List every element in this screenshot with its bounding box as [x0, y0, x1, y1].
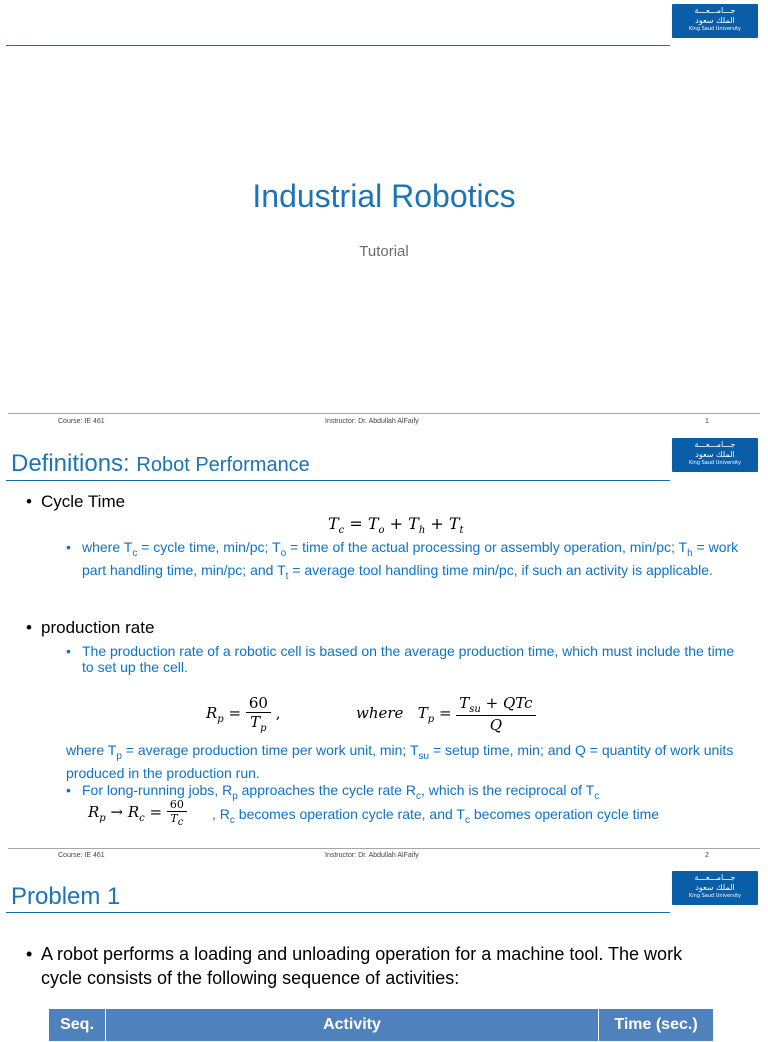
university-logo [672, 871, 758, 905]
logo-arabic-top: جـــامـــعـــة [694, 873, 736, 882]
header-seq: Seq. [49, 1009, 106, 1042]
sub-bullet-dot: • [66, 539, 71, 555]
text-part: , R [212, 806, 230, 822]
header-time: Time (sec.) [599, 1009, 714, 1042]
title-sub: Robot Performance [136, 454, 310, 476]
header-rule [6, 480, 670, 481]
university-logo [672, 4, 758, 38]
slide-3 [0, 866, 768, 1024]
footer-rule [8, 413, 760, 414]
activity-table [48, 1008, 714, 1042]
long-running-jobs-text: For long-running jobs, $R_p$ approaches the cycle rate $R_c$, which is the reciprocal of $T_c$ [82, 782, 600, 802]
logo-arabic-top: جـــامـــعـــة [694, 440, 736, 449]
cycle-time-definition: where $T_c$ = cycle time, min/pc; $T_o$ = time of the actual processing or assembly operation, min/pc; $T_h$ = work part handling time, min/pc; and $T_t$ = average tool handling time min/pc, if such an activity is applicable. [82, 539, 739, 582]
table-header-row [49, 1009, 714, 1042]
production-time-definition: where $T_p$ = average production time per work unit, min; $T_{su}$ = setup time, min; and Q = quantity of work units produced in the production run. [66, 742, 734, 781]
slide-title: Problem 1 [11, 883, 121, 910]
header-rule [6, 45, 670, 46]
sub-bullet-dot: • [66, 643, 71, 659]
slide-subtitle: Tutorial [359, 243, 409, 260]
text-part: approaches the cycle rate R [237, 782, 416, 798]
where-word: where [356, 704, 404, 722]
text-part: For long-running jobs, R [82, 782, 233, 798]
footer-course: Course: IE 461 [58, 852, 105, 859]
slide-2 [0, 432, 768, 864]
text-part: , which is the reciprocal of T [420, 782, 595, 798]
production-rate-text: The production rate of a robotic cell is based on the average production time, which must include the time to set up the cell. [82, 643, 735, 675]
average-production-time-equation: where $T_p$ = $\frac{T_{su} + QTc}{Q}$ [356, 694, 536, 734]
problem-bullet [26, 942, 726, 990]
bullet-cycle-time [26, 492, 125, 512]
sub-bullet-dot: • [66, 782, 71, 798]
footer-rule [8, 848, 760, 849]
bullet-text: • A robot performs a loading and unloading operation for a machine tool. The work cycle consists of the following sequence of activities: [41, 944, 683, 988]
slide-1 [0, 0, 768, 430]
slide-title [11, 450, 310, 478]
header-rule [6, 912, 670, 913]
bullet-production-rate [26, 618, 154, 638]
title-main: Definitions: [11, 450, 137, 477]
text-part: becomes operation cycle time [469, 806, 660, 822]
footer-instructor: Instructor: Dr. Abdullah AlFaify [325, 852, 419, 859]
logo-arabic-bottom: الملك سعود [695, 16, 735, 25]
header-activity: Activity [106, 1009, 599, 1042]
footer-page-number: 2 [705, 852, 709, 859]
logo-arabic-top: جـــامـــعـــة [694, 6, 736, 15]
logo-arabic-bottom: الملك سعود [695, 450, 735, 459]
bullet-text: production rate [41, 618, 155, 637]
bullet-text: Cycle Time [41, 492, 126, 511]
slide-title: Industrial Robotics [252, 178, 516, 214]
logo-english: King Saud University [689, 460, 741, 466]
text-part: becomes operation cycle rate, and T [234, 806, 465, 822]
limit-equation: $R_p \to R_c$ = $\frac{60}{T_c}$ [88, 798, 187, 828]
logo-english: King Saud University [689, 893, 741, 899]
production-rate-equation: $R_p$ = $\frac{60}{T_p}$ , [206, 694, 281, 734]
footer-instructor: Instructor: Dr. Abdullah AlFaify [325, 418, 419, 425]
university-logo [672, 438, 758, 472]
limit-explanation: , $R_c$ becomes operation cycle rate, and $T_c$ becomes operation cycle time [212, 806, 660, 826]
logo-arabic-bottom: الملك سعود [695, 883, 735, 892]
footer-course: Course: IE 461 [58, 418, 105, 425]
logo-english: King Saud University [689, 26, 741, 32]
cycle-time-equation: $T_c = T_o + T_h + T_t$ [328, 514, 464, 537]
footer-page-number: 1 [705, 418, 709, 425]
